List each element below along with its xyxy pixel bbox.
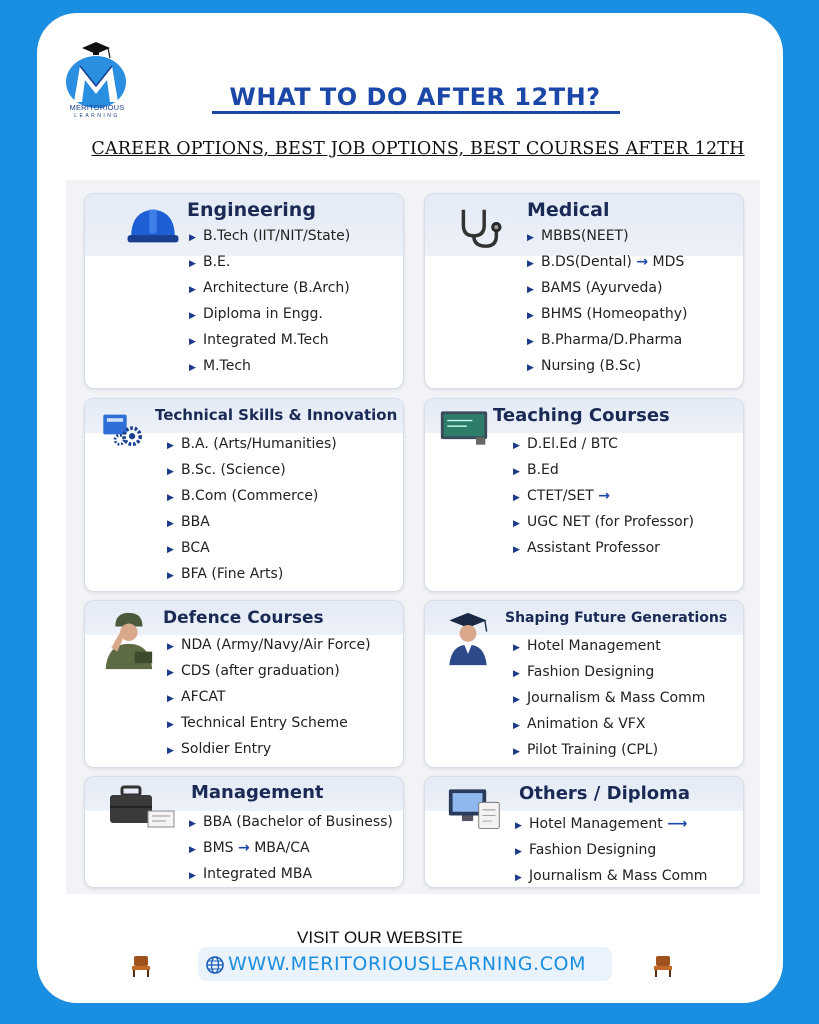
section-title: Technical Skills & Innovation xyxy=(155,406,398,424)
list-item: ▶ B.E. xyxy=(189,254,231,270)
section-title: Defence Courses xyxy=(163,608,324,628)
section-title: Engineering xyxy=(187,199,316,221)
list-item: ▶ CDS (after graduation) xyxy=(167,663,340,679)
list-item: ▶ CTET/SET → xyxy=(513,488,610,504)
list-item: ▶ BAMS (Ayurveda) xyxy=(527,280,663,296)
list-item: ▶ Fashion Designing xyxy=(515,842,657,858)
arrow-icon: → xyxy=(636,254,649,270)
globe-icon xyxy=(205,955,225,975)
gear-icon xyxy=(101,411,147,447)
section-shaping-future xyxy=(424,600,744,768)
list-item: ▶ BMS → MBA/CA xyxy=(189,840,310,856)
list-item: ▶ Nursing (B.Sc) xyxy=(527,358,642,374)
list-item: ▶ Soldier Entry xyxy=(167,741,272,757)
blackboard-icon xyxy=(439,409,489,447)
section-title: Shaping Future Generations xyxy=(505,610,728,626)
list-item: ▶ B.Pharma/D.Pharma xyxy=(527,332,683,348)
list-item: ▶ B.Ed xyxy=(513,462,559,478)
section-title: Teaching Courses xyxy=(493,405,670,426)
arrow-icon: ⟶ xyxy=(667,816,688,832)
list-item: ▶ Journalism & Mass Comm xyxy=(515,868,708,884)
list-item: ▶ AFCAT xyxy=(167,689,226,705)
section-others-diploma xyxy=(424,776,744,888)
list-item: ▶ Journalism & Mass Comm xyxy=(513,690,706,706)
list-item: ▶ Assistant Professor xyxy=(513,540,660,556)
list-item: ▶ BHMS (Homeopathy) xyxy=(527,306,688,322)
page-title: WHAT TO DO AFTER 12TH? xyxy=(229,83,601,111)
arrow-icon: → xyxy=(238,840,250,856)
list-item: ▶ Diploma in Engg. xyxy=(189,306,323,322)
list-item: ▶ Integrated M.Tech xyxy=(189,332,329,348)
section-title: Others / Diploma xyxy=(519,783,691,804)
list-item: ▶ Pilot Training (CPL) xyxy=(513,742,659,758)
chair-icon xyxy=(652,954,674,978)
page-subtitle: CAREER OPTIONS, BEST JOB OPTIONS, BEST COURSES AFTER 12TH xyxy=(91,139,745,159)
arrow-icon: → xyxy=(598,488,610,504)
list-item: ▶ B.DS(Dental) → MDS xyxy=(527,254,685,270)
section-medical xyxy=(424,193,744,389)
list-item: ▶ Integrated MBA xyxy=(189,866,313,882)
list-item: ▶ BBA (Bachelor of Business) xyxy=(189,814,393,830)
section-title: Medical xyxy=(527,199,610,221)
list-item: ▶ B.Com (Commerce) xyxy=(167,488,319,504)
stethoscope-icon xyxy=(453,206,505,250)
brand-name: MERITORIOUS xyxy=(69,103,125,112)
soldier-icon xyxy=(95,609,155,671)
list-item: ▶ M.Tech xyxy=(189,358,251,374)
list-item: ▶ NDA (Army/Navy/Air Force) xyxy=(167,637,371,653)
list-item: ▶ D.El.Ed / BTC xyxy=(513,436,618,452)
list-item: ▶ BBA xyxy=(167,514,210,530)
section-title: Management xyxy=(191,782,324,803)
list-item: ▶ BCA xyxy=(167,540,210,556)
list-item: ▶ BFA (Fine Arts) xyxy=(167,566,284,582)
graduate-icon xyxy=(441,611,495,667)
section-defence xyxy=(84,600,404,768)
helmet-icon xyxy=(125,206,181,246)
list-item: ▶ B.Sc. (Science) xyxy=(167,462,286,478)
section-technical-skills xyxy=(84,398,404,592)
list-item: ▶ B.A. (Arts/Humanities) xyxy=(167,436,337,452)
list-item: ▶ UGC NET (for Professor) xyxy=(513,514,694,530)
section-engineering xyxy=(84,193,404,389)
visit-website-label: VISIT OUR WEBSITE xyxy=(297,928,463,947)
list-item: ▶ Architecture (B.Arch) xyxy=(189,280,350,296)
website-url[interactable]: WWW.MERITORIOUSLEARNING.COM xyxy=(228,953,587,975)
computer-icon xyxy=(447,785,503,831)
chair-icon xyxy=(130,954,152,978)
list-item: ▶ Technical Entry Scheme xyxy=(167,715,348,731)
list-item: ▶ Hotel Management xyxy=(513,638,661,654)
section-teaching xyxy=(424,398,744,592)
list-item: ▶ B.Tech (IIT/NIT/State) xyxy=(189,228,351,244)
briefcase-icon xyxy=(105,785,177,829)
brand-tagline: LEARNING xyxy=(74,113,120,119)
list-item: ▶ Hotel Management ⟶ xyxy=(515,816,688,832)
title-underline xyxy=(212,111,620,114)
list-item: ▶ Animation & VFX xyxy=(513,716,646,732)
section-management xyxy=(84,776,404,888)
list-item: ▶ Fashion Designing xyxy=(513,664,655,680)
list-item: ▶ MBBS(NEET) xyxy=(527,228,629,244)
